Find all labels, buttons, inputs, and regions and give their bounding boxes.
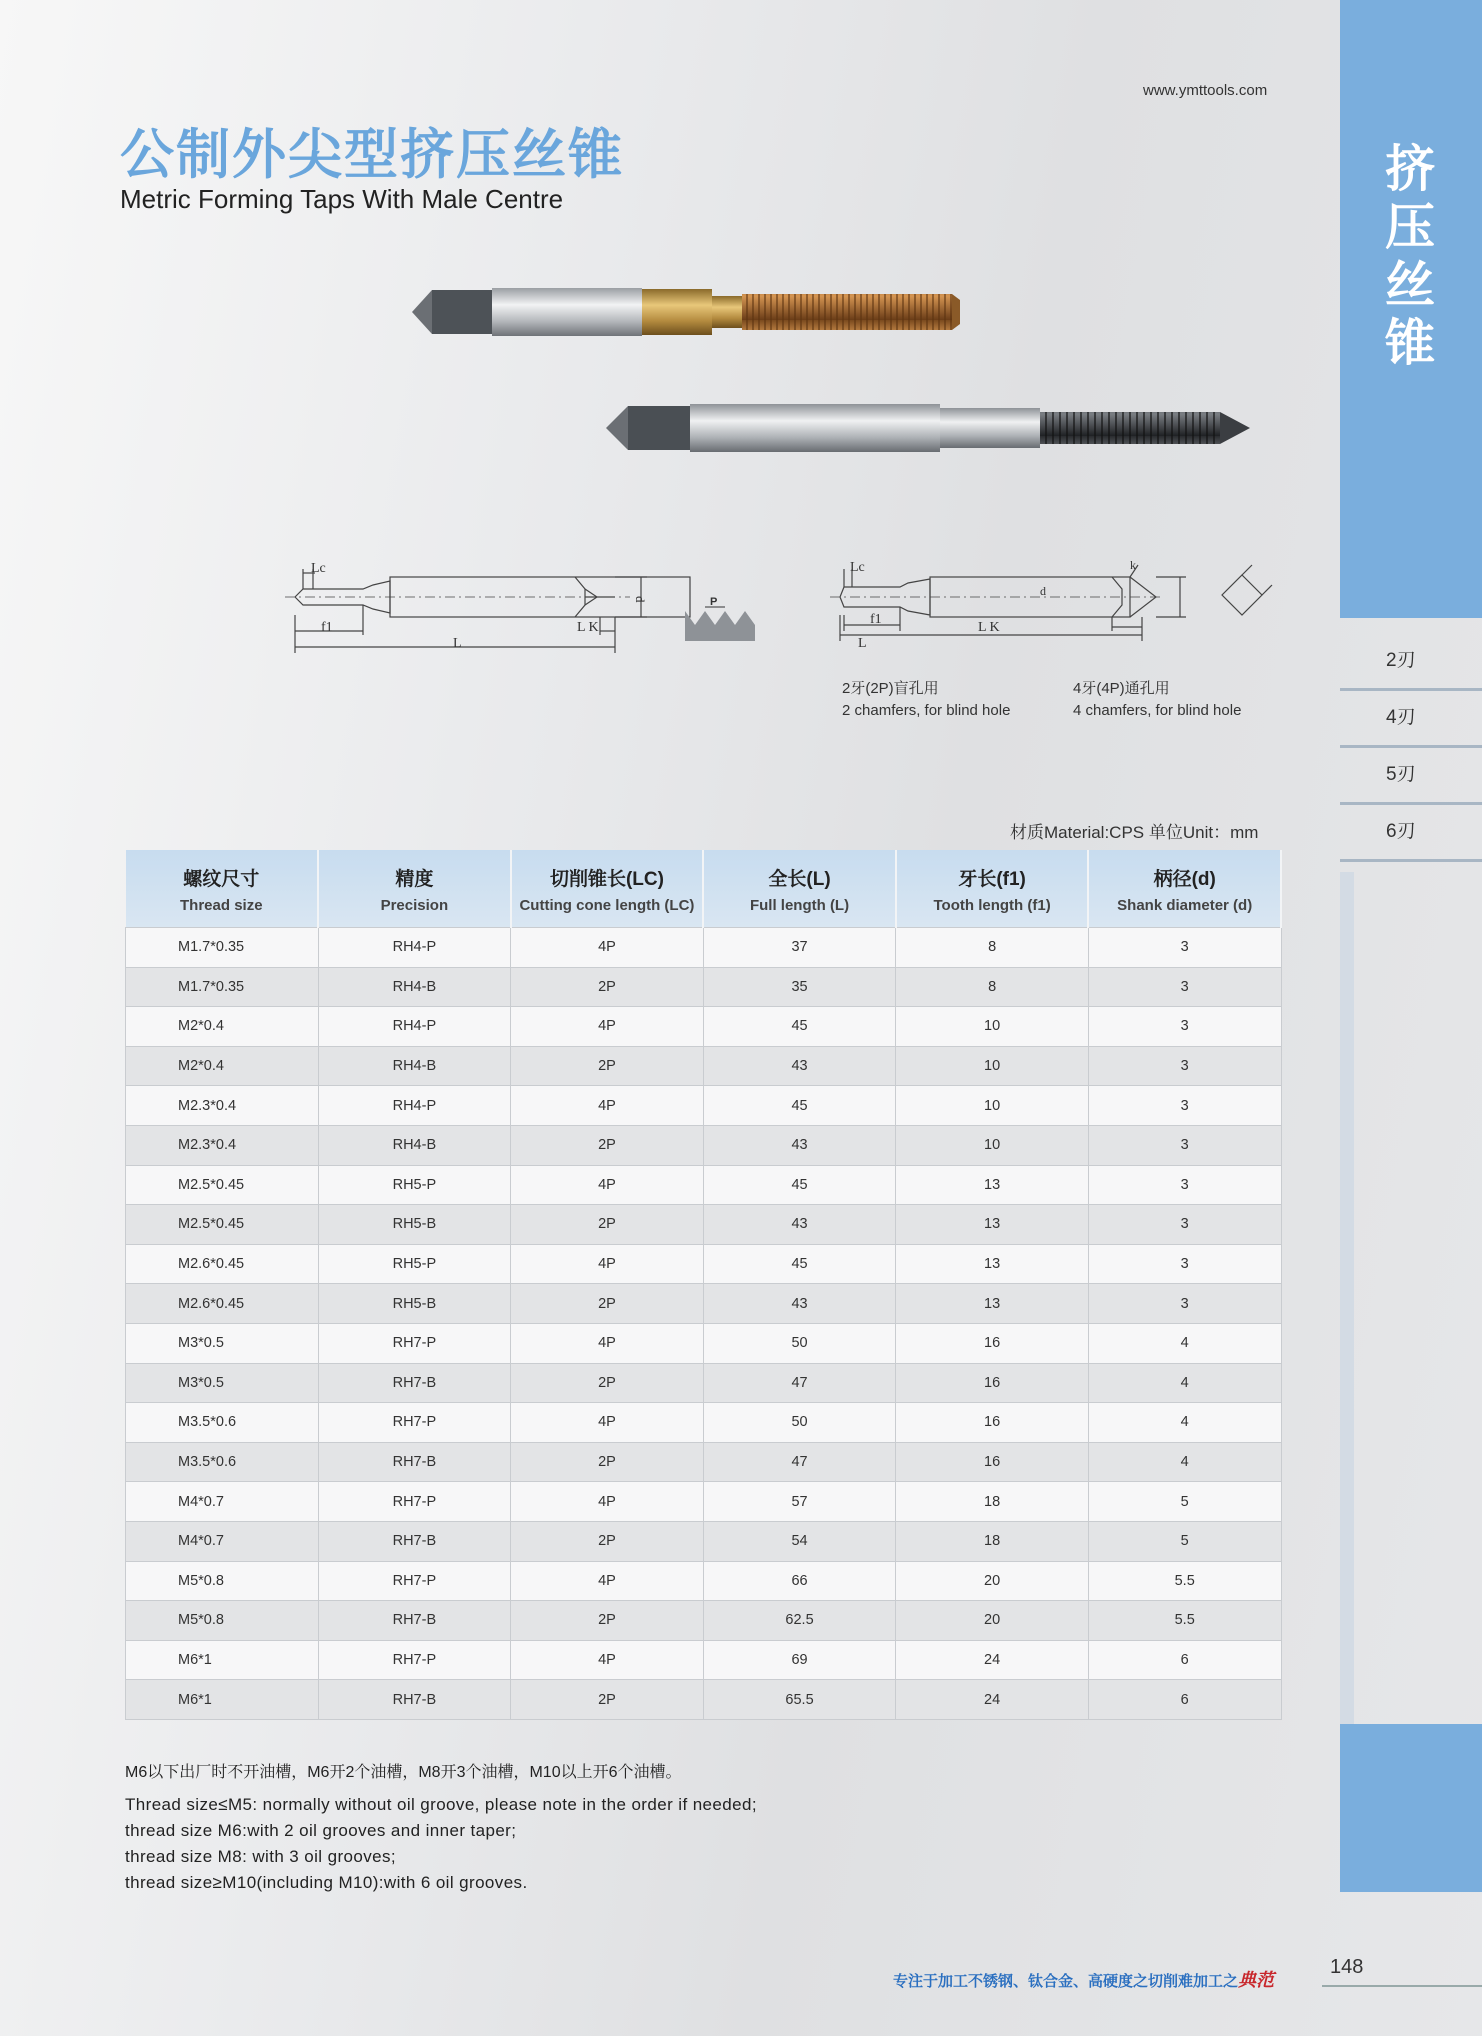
sidebar-accent-block	[1354, 1724, 1482, 1892]
table-cell: 6	[1088, 1640, 1281, 1680]
sidebar-tab-6-flute[interactable]: 6刃	[1340, 805, 1482, 862]
table-cell: M2.3*0.4	[126, 1086, 319, 1126]
table-cell: RH7-P	[318, 1482, 511, 1522]
table-cell: M4*0.7	[126, 1521, 319, 1561]
table-cell: 2P	[511, 967, 704, 1007]
table-cell: 4P	[511, 1640, 704, 1680]
table-cell: 2P	[511, 1284, 704, 1324]
column-header	[511, 850, 704, 928]
table-cell: 6	[1088, 1680, 1281, 1720]
dim-label-f1-right: f1	[870, 612, 882, 627]
table-cell: 43	[703, 1125, 896, 1165]
table-row	[126, 1165, 1282, 1205]
table-cell: 4P	[511, 1323, 704, 1363]
table-cell: 37	[703, 928, 896, 968]
tap-photo-gold	[410, 280, 1050, 350]
sidebar-strip-accent	[1340, 1724, 1354, 1892]
column-header-en: Thread size	[180, 896, 263, 914]
table-cell: RH5-P	[318, 1165, 511, 1205]
column-header-en: Tooth length (f1)	[933, 896, 1051, 914]
table-cell: RH4-P	[318, 928, 511, 968]
table-cell: 3	[1088, 1046, 1281, 1086]
table-cell: 24	[896, 1680, 1089, 1720]
table-cell: 62.5	[703, 1601, 896, 1641]
table-cell: 2P	[511, 1205, 704, 1245]
table-cell: RH4-B	[318, 1125, 511, 1165]
table-cell: M2.3*0.4	[126, 1125, 319, 1165]
table-cell: RH4-P	[318, 1007, 511, 1047]
dim-label-f1: f1	[321, 620, 333, 635]
notes-cn: M6以下出厂时不开油槽，M6开2个油槽，M8开3个油槽，M10以上开6个油槽。	[125, 1764, 682, 1781]
table-cell: M1.7*0.35	[126, 928, 319, 968]
spec-table	[125, 850, 1282, 1720]
table-cell: M2.6*0.45	[126, 1244, 319, 1284]
table-cell: M2*0.4	[126, 1007, 319, 1047]
table-cell: RH7-B	[318, 1601, 511, 1641]
table-cell: 5.5	[1088, 1601, 1281, 1641]
table-cell: RH5-B	[318, 1284, 511, 1324]
table-cell: 4	[1088, 1403, 1281, 1443]
notes-en-4: thread size≥M10(including M10):with 6 oil grooves.	[125, 1873, 528, 1892]
table-cell: 2P	[511, 1125, 704, 1165]
column-header-en: Precision	[380, 896, 449, 914]
column-header-cn: 牙长(f1)	[958, 868, 1026, 890]
table-cell: M3*0.5	[126, 1363, 319, 1403]
table-cell: 3	[1088, 1284, 1281, 1324]
table-cell: M6*1	[126, 1640, 319, 1680]
dim-label-k: k	[1130, 558, 1136, 572]
dim-label-l: L	[453, 636, 462, 651]
oil-groove-notes	[125, 1760, 757, 1896]
table-cell: 47	[703, 1363, 896, 1403]
table-cell: 24	[896, 1640, 1089, 1680]
table-cell: 45	[703, 1007, 896, 1047]
table-cell: 43	[703, 1284, 896, 1324]
table-cell: 4	[1088, 1323, 1281, 1363]
table-cell: 8	[896, 967, 1089, 1007]
table-row	[126, 1284, 1282, 1324]
table-cell: RH4-P	[318, 1086, 511, 1126]
sidebar-title: 挤压丝锥	[1385, 141, 1435, 371]
table-cell: 69	[703, 1640, 896, 1680]
chamfer-note-2p: 2牙(2P)盲孔用 2 chamfers, for blind hole	[842, 680, 1011, 719]
column-header-cn: 切削锥长(LC)	[549, 868, 664, 890]
table-row	[126, 1482, 1282, 1522]
table-cell: 10	[896, 1125, 1089, 1165]
table-cell: 50	[703, 1403, 896, 1443]
table-cell: 4P	[511, 1165, 704, 1205]
column-header-cn: 柄径(d)	[1153, 868, 1216, 890]
table-cell: 16	[896, 1363, 1089, 1403]
table-row	[126, 1323, 1282, 1363]
table-cell: 4P	[511, 928, 704, 968]
table-cell: 13	[896, 1205, 1089, 1245]
column-header	[703, 850, 896, 928]
table-row	[126, 1403, 1282, 1443]
column-header	[126, 850, 319, 928]
sidebar-tab-4-flute[interactable]: 4刃	[1340, 691, 1482, 748]
table-cell: 13	[896, 1284, 1089, 1324]
table-cell: M2.6*0.45	[126, 1284, 319, 1324]
table-cell: RH7-P	[318, 1323, 511, 1363]
table-cell: 10	[896, 1007, 1089, 1047]
table-cell: M5*0.8	[126, 1561, 319, 1601]
table-cell: 54	[703, 1521, 896, 1561]
column-header-cn: 精度	[395, 868, 434, 890]
table-row	[126, 1125, 1282, 1165]
table-cell: 10	[896, 1046, 1089, 1086]
table-cell: M6*1	[126, 1680, 319, 1720]
table-cell: 2P	[511, 1521, 704, 1561]
table-cell: 57	[703, 1482, 896, 1522]
dim-label-lc-right: Lc	[850, 560, 865, 575]
table-cell: 3	[1088, 1007, 1281, 1047]
website-url[interactable]: www.ymttools.com	[1143, 82, 1268, 99]
notes-en-3: thread size M8: with 3 oil grooves;	[125, 1847, 397, 1866]
table-row	[126, 1521, 1282, 1561]
table-cell: 4P	[511, 1403, 704, 1443]
table-cell: 13	[896, 1165, 1089, 1205]
table-cell: 20	[896, 1601, 1089, 1641]
table-cell: 3	[1088, 1125, 1281, 1165]
table-row	[126, 1363, 1282, 1403]
table-cell: 16	[896, 1442, 1089, 1482]
table-cell: 43	[703, 1046, 896, 1086]
table-cell: RH4-B	[318, 967, 511, 1007]
column-header	[1088, 850, 1281, 928]
table-row	[126, 1244, 1282, 1284]
dim-label-lk-right: L K	[978, 620, 1000, 635]
table-cell: 8	[896, 928, 1089, 968]
table-cell: 2P	[511, 1363, 704, 1403]
page-title-en: Metric Forming Taps With Male Centre	[120, 184, 564, 214]
table-cell: M2.5*0.45	[126, 1205, 319, 1245]
dim-label-l-right: L	[858, 636, 867, 651]
table-cell: M3.5*0.6	[126, 1442, 319, 1482]
table-cell: 3	[1088, 1244, 1281, 1284]
table-cell: 4P	[511, 1561, 704, 1601]
column-header	[896, 850, 1089, 928]
notes-en-2: thread size M6:with 2 oil grooves and inner taper;	[125, 1821, 517, 1840]
table-cell: 5	[1088, 1482, 1281, 1522]
table-cell: M2.5*0.45	[126, 1165, 319, 1205]
table-body	[126, 928, 1282, 1720]
table-cell: RH7-B	[318, 1680, 511, 1720]
table-cell: 2P	[511, 1680, 704, 1720]
dim-label-p: P	[710, 596, 718, 608]
sidebar-tab-2-flute[interactable]: 2刃	[1340, 634, 1482, 691]
table-cell: 4	[1088, 1442, 1281, 1482]
column-header	[318, 850, 511, 928]
table-cell: M1.7*0.35	[126, 967, 319, 1007]
table-cell: 4P	[511, 1482, 704, 1522]
table-cell: M3*0.5	[126, 1323, 319, 1363]
table-cell: 50	[703, 1323, 896, 1363]
sidebar-tabs	[1340, 634, 1482, 862]
table-cell: 3	[1088, 928, 1281, 968]
table-cell: M3.5*0.6	[126, 1403, 319, 1443]
table-cell: 45	[703, 1244, 896, 1284]
table-cell: M2*0.4	[126, 1046, 319, 1086]
table-cell: M4*0.7	[126, 1482, 319, 1522]
table-cell: 2P	[511, 1046, 704, 1086]
footer-divider	[1322, 1985, 1482, 1987]
table-cell: RH7-P	[318, 1640, 511, 1680]
table-cell: 18	[896, 1482, 1089, 1522]
table-cell: 43	[703, 1205, 896, 1245]
tap-schematic-right	[830, 555, 1280, 665]
table-cell: 2P	[511, 1442, 704, 1482]
table-row	[126, 1561, 1282, 1601]
sidebar-tab-5-flute[interactable]: 5刃	[1340, 748, 1482, 805]
table-cell: 4P	[511, 1086, 704, 1126]
table-row	[126, 928, 1282, 968]
table-cell: 2P	[511, 1601, 704, 1641]
table-cell: 45	[703, 1086, 896, 1126]
table-cell: 35	[703, 967, 896, 1007]
table-cell: 4P	[511, 1007, 704, 1047]
table-cell: RH5-B	[318, 1205, 511, 1245]
table-row	[126, 1601, 1282, 1641]
column-header-en: Shank diameter (d)	[1117, 896, 1253, 914]
column-header-en: Full length (L)	[749, 896, 850, 914]
table-cell: RH5-P	[318, 1244, 511, 1284]
table-header-row	[126, 850, 1282, 928]
table-cell: RH7-B	[318, 1363, 511, 1403]
table-cell: 5	[1088, 1521, 1281, 1561]
table-row	[126, 1442, 1282, 1482]
table-row	[126, 1640, 1282, 1680]
table-cell: 18	[896, 1521, 1089, 1561]
dim-label-lk: L K	[577, 620, 599, 635]
column-header-cn: 螺纹尺寸	[183, 868, 260, 890]
table-row	[126, 1007, 1282, 1047]
table-cell: 13	[896, 1244, 1089, 1284]
table-cell: 3	[1088, 1165, 1281, 1205]
table-cell: 4	[1088, 1363, 1281, 1403]
notes-en-1: Thread size≤M5: normally without oil groove, please note in the order if needed;	[125, 1795, 757, 1814]
page-number: 148	[1330, 1956, 1364, 1978]
material-unit-note: 材质Material:CPS 单位Unit：mm	[1010, 823, 1259, 842]
table-cell: 45	[703, 1165, 896, 1205]
table-row	[126, 1205, 1282, 1245]
tap-schematic-left	[285, 555, 765, 665]
tap-photo-steel	[604, 396, 1254, 466]
table-row	[126, 1046, 1282, 1086]
dim-label-d-right: d	[1040, 584, 1046, 598]
table-cell: 16	[896, 1403, 1089, 1443]
table-row	[126, 967, 1282, 1007]
table-cell: RH7-P	[318, 1403, 511, 1443]
table-row	[126, 1086, 1282, 1126]
chamfer-note-4p: 4牙(4P)通孔用 4 chamfers, for blind hole	[1073, 680, 1242, 719]
table-row	[126, 1680, 1282, 1720]
table-cell: 5.5	[1088, 1561, 1281, 1601]
table-cell: 16	[896, 1323, 1089, 1363]
dim-label-lc: Lc	[311, 561, 326, 576]
table-cell: 66	[703, 1561, 896, 1601]
table-cell: RH7-B	[318, 1442, 511, 1482]
table-cell: 47	[703, 1442, 896, 1482]
footer-slogan: 专注于加工不锈钢、钛合金、高硬度之切削难加工之典范	[893, 1970, 1275, 1990]
table-cell: 65.5	[703, 1680, 896, 1720]
page-title-cn: 公制外尖型挤压丝锥	[120, 125, 624, 185]
table-cell: 4P	[511, 1244, 704, 1284]
column-header-cn: 全长(L)	[768, 868, 831, 890]
column-header-en: Cutting cone length (LC)	[519, 896, 695, 914]
slogan-red: 典范	[1238, 1970, 1275, 1990]
table-cell: RH4-B	[318, 1046, 511, 1086]
table-cell: M5*0.8	[126, 1601, 319, 1641]
table-cell: 3	[1088, 967, 1281, 1007]
table-cell: RH7-B	[318, 1521, 511, 1561]
dim-label-d: d	[633, 596, 648, 603]
table-cell: 20	[896, 1561, 1089, 1601]
table-cell: 3	[1088, 1205, 1281, 1245]
table-cell: 10	[896, 1086, 1089, 1126]
table-cell: 3	[1088, 1086, 1281, 1126]
table-cell: RH7-P	[318, 1561, 511, 1601]
